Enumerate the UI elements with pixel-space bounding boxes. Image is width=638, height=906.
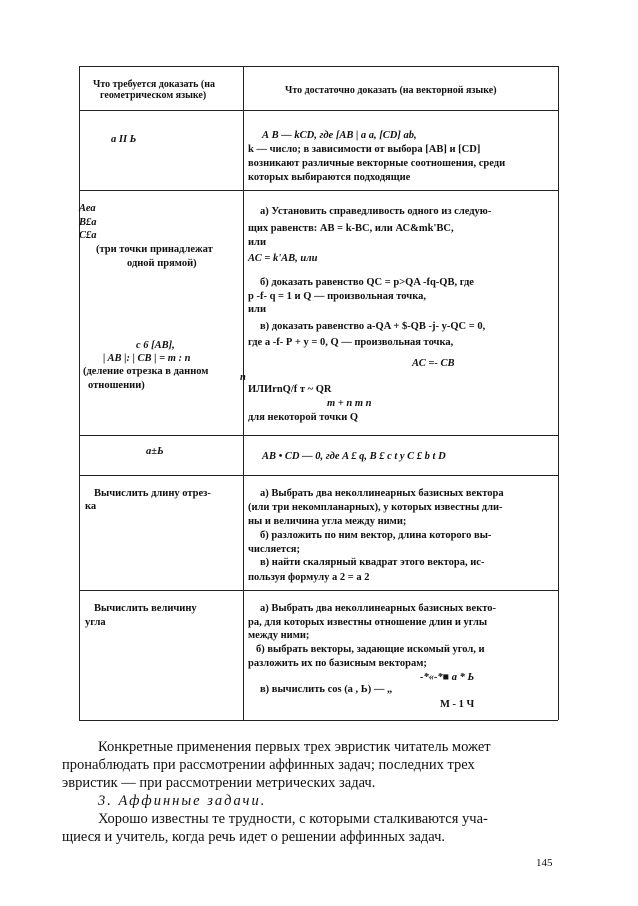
table-row-divider <box>79 435 558 436</box>
row2-left-line: с 6 [AB], <box>136 340 175 351</box>
table-border-top <box>79 66 558 67</box>
row5-left-line: Вычислить величину <box>94 603 197 614</box>
table-row-divider <box>79 590 558 591</box>
table-header-col1-line2: геометрическом языке) <box>100 90 207 101</box>
row5-right-line: б) выбрать векторы, задающие искомый угол, и <box>256 644 485 655</box>
row5-left-line: угла <box>85 617 106 628</box>
row5-right-line: М - 1 Ч <box>440 699 475 710</box>
row2-left-line: одной прямой) <box>127 258 197 269</box>
row2-left-line: С£а <box>79 230 97 241</box>
row2-left-line: отношении) <box>88 380 145 391</box>
table-row-divider <box>79 110 558 111</box>
row1-left-cell: а II Ь <box>111 134 137 145</box>
row3-left-cell: а±Ь <box>146 446 164 457</box>
row4-right-line: в) найти скалярный квадрат этого вектора, ис- <box>260 557 485 568</box>
row2-right-line: ИЛИrnQ/f т ~ QR <box>248 384 332 395</box>
row2-right-line: р -f- q = 1 и Q — произвольная точка, <box>248 291 426 302</box>
row1-right-line: k — число; в зависимости от выбора [АВ] и [CD] <box>248 144 481 155</box>
row1-right-line: А В — kCD, где [AB | a a, [CD] ab, <box>262 130 417 141</box>
row4-right-line: пользуя формулу а 2 = а 2 <box>248 572 370 583</box>
row1-right-line: которых выбираются подходящие <box>248 172 411 183</box>
row5-right-line: -*«-*■ а * Ь <box>420 672 475 683</box>
row2-right-line: или <box>248 237 266 248</box>
row5-right-line: разложить их по базисным векторам; <box>248 658 427 669</box>
section-heading: 3. Аффинные задачи. <box>98 793 267 809</box>
row2-right-line: т + п т п <box>327 398 372 409</box>
row5-right-line: а) Выбрать два неколлинеарных базисных векто- <box>260 603 497 614</box>
table-header-col1-line1: Что требуется доказать (на <box>93 79 216 90</box>
row2-left-line: | AB |: | СВ | = т : п <box>103 353 191 364</box>
row2-right-line: в) доказать равенство a-QA + $-QB -j- y-QC = 0, <box>260 321 486 332</box>
row2-right-line: п <box>240 372 246 383</box>
row2-right-line: АС =- СВ <box>412 358 455 369</box>
row2-right-line: щих равенств: АВ = k-ВС, или АС&mk'ВС, <box>248 223 454 234</box>
table-border-right <box>558 66 559 720</box>
row3-right-line: АВ • CD — 0, где A £ q, B £ c t y C £ b t D <box>262 451 446 462</box>
row2-right-line: для некоторой точки Q <box>248 412 359 423</box>
row4-right-line: ны и величина угла между ними; <box>248 516 407 527</box>
body-paragraph-line: щиеся и учитель, когда речь идет о решении аффинных задач. <box>62 829 446 845</box>
row5-right-line: в) вычислить cos (а , Ь) — „ <box>260 684 393 695</box>
table-row-divider <box>79 190 558 191</box>
body-paragraph-line: Конкретные применения первых трех эвристик читатель может <box>98 739 491 755</box>
row4-right-line: числяется; <box>248 544 300 555</box>
row4-right-line: а) Выбрать два неколлинеарных базисных вектора <box>260 488 504 499</box>
row2-right-line: АС = k'АВ, или <box>248 253 318 264</box>
row5-right-line: между ними; <box>248 630 310 641</box>
table-border-left <box>79 66 80 720</box>
row4-right-line: б) разложить по ним вектор, длина которого вы- <box>260 530 492 541</box>
row2-left-line: Аеа <box>79 203 96 214</box>
row4-right-line: (или три некомпланарных), у которых известны дли- <box>248 502 503 513</box>
table-header-col2: Что достаточно доказать (на векторной языке) <box>285 85 497 96</box>
row2-right-line: где а -f- Р + у = 0, Q — произвольная точка, <box>248 337 454 348</box>
row2-left-line: (три точки принадлежат <box>96 244 213 255</box>
row2-right-line: а) Установить справедливость одного из следую- <box>260 206 492 217</box>
row2-left-line: В£а <box>79 217 97 228</box>
table-row-divider <box>79 475 558 476</box>
row4-left-line: ка <box>85 501 97 512</box>
row2-left-line: (деление отрезка в данном <box>83 366 209 377</box>
table-border-bottom <box>79 720 558 721</box>
row2-right-line: или <box>248 304 266 315</box>
row1-right-line: возникают различные векторные соотношения, среди <box>248 158 506 169</box>
body-paragraph-line: Хорошо известны те трудности, с которыми сталкиваются уча- <box>98 811 488 827</box>
row4-left-line: Вычислить длину отрез- <box>94 488 211 499</box>
row2-right-line: б) доказать равенство QC = p>QA -fq-QB, где <box>260 277 474 288</box>
page-number: 145 <box>536 857 553 869</box>
body-paragraph-line: пронаблюдать при рассмотрении аффинных задач; последних трех <box>62 757 475 773</box>
body-paragraph-line: эвристик — при рассмотрении метрических задач. <box>62 775 376 791</box>
row5-right-line: ра, для которых известны отношение длин и углы <box>248 617 488 628</box>
table-column-divider <box>243 66 244 720</box>
